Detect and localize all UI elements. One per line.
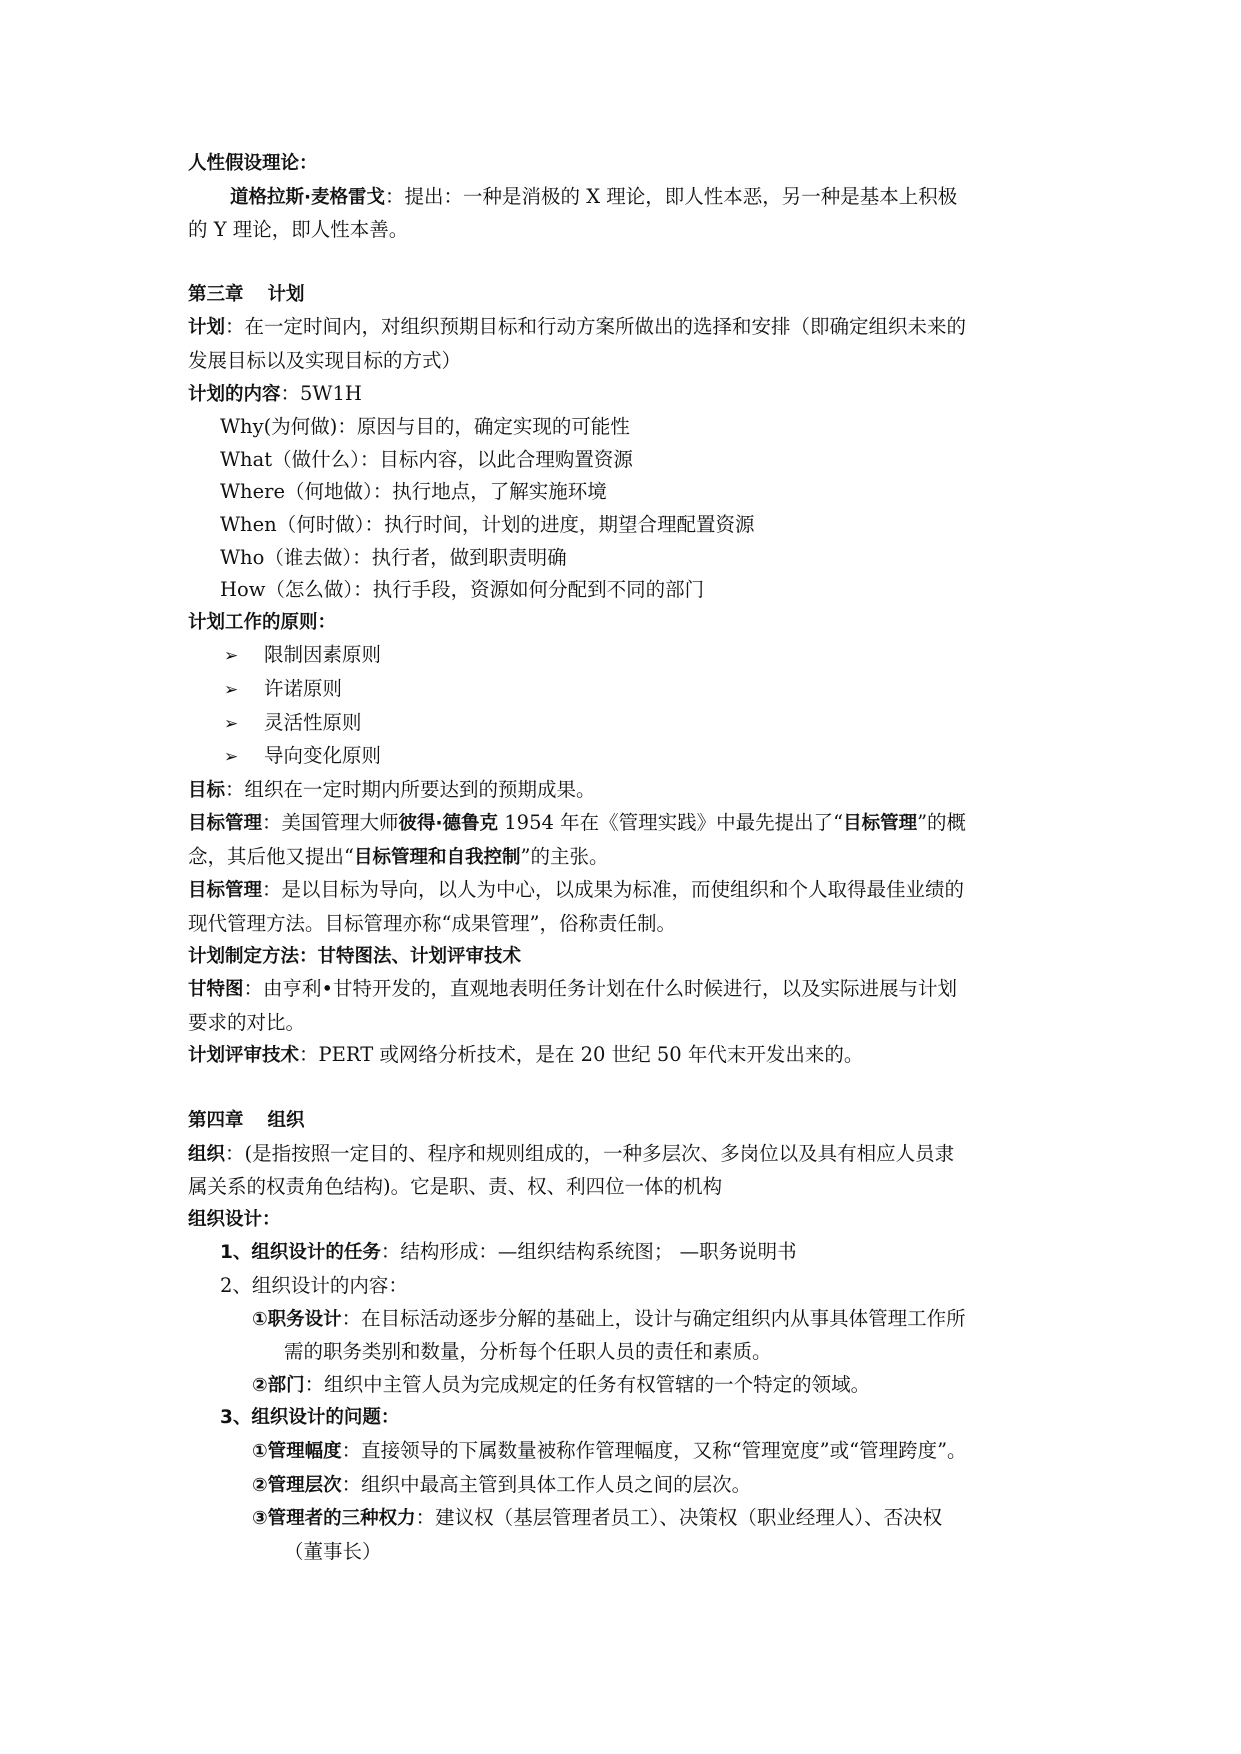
w-item: Where（何地做）：执行地点，了解实施环境 (220, 480, 607, 504)
design-content-heading: 2、组织设计的内容： (220, 1274, 408, 1297)
w-item: Who（谁去做）：执行者，做到职责明确 (220, 545, 567, 569)
w-item: Why(为何做)：原因与目的，确定实现的可能性 (220, 415, 630, 439)
mcgregor-name: 道格拉斯·麦格雷戈 (230, 186, 386, 208)
plan-principles-heading: 计划工作的原则： (188, 611, 337, 633)
arrow-bullet-icon: ➢ (224, 646, 239, 667)
management-span-line: ①管理幅度：直接领导的下属数量被称作管理幅度，又称“管理宽度”或“管理跨度”。 (252, 1438, 967, 1462)
human-nature-line-1: 道格拉斯·麦格雷戈：提出：一种是消极的 X 理论，即人性本恶，另一种是基本上积极 (230, 184, 958, 208)
three-powers-line-2: （董事长） (284, 1539, 382, 1563)
mbo-definition-line-1: 目标管理：是以目标为导向，以人为中心，以成果为标准，而使组织和个人取得最佳业绩的 (188, 878, 965, 902)
w-item: How（怎么做）：执行手段，资源如何分配到不同的部门 (220, 578, 705, 602)
document-page (188, 148, 1058, 1568)
design-task-line: 1、组织设计的任务：结构形成：—组织结构系统图； —职务说明书 (220, 1240, 797, 1264)
pert-line: 计划评审技术：PERT 或网络分析技术，是在 20 世纪 50 年代末开发出来的。 (188, 1043, 864, 1067)
mbo-paragraph-line-2: 念，其后他又提出“目标管理和自我控制”的主张。 (188, 844, 609, 868)
plan-definition-line-1: 计划：在一定时间内，对组织预期目标和行动方案所做出的选择和安排（即确定组织未来的 (188, 315, 967, 339)
plan-definition-line-2: 发展目标以及实现目标的方式） (188, 348, 462, 372)
gantt-line-2: 要求的对比。 (188, 1010, 306, 1034)
org-definition-line-2: 属关系的权责角色结构)。它是职、责、权、利四位一体的机构 (188, 1175, 723, 1199)
department-line: ②部门：组织中主管人员为完成规定的任务有权管辖的一个特定的领域。 (252, 1372, 871, 1396)
arrow-bullet-icon: ➢ (224, 713, 239, 734)
mbo-paragraph-line-1: 目标管理：美国管理大师彼得·德鲁克 1954 年在《管理实践》中最先提出了“目标管理”的概 (188, 811, 967, 835)
principle-list-item: ➢ 限制因素原则 (188, 639, 1058, 673)
principle-list-item: ➢ 导向变化原则 (188, 740, 1058, 774)
three-powers-line-1: ③管理者的三种权力：建议权（基层管理者员工）、决策权（职业经理人）、否决权 (252, 1506, 943, 1530)
w-item: What（做什么）：目标内容，以此合理购置资源 (220, 447, 633, 471)
mbo-definition-line-2: 现代管理方法。目标管理亦称“成果管理”，俗称责任制。 (188, 912, 676, 936)
org-design-heading: 组织设计： (188, 1208, 281, 1230)
job-design-line-2: 需的职务类别和数量，分析每个任职人员的责任和素质。 (284, 1340, 772, 1364)
principle-list-item: ➢ 灵活性原则 (188, 707, 1058, 741)
arrow-bullet-icon: ➢ (224, 747, 239, 768)
human-nature-line-2: 的 Y 理论，即人性本善。 (188, 218, 409, 242)
management-level-line: ②管理层次：组织中最高主管到具体工作人员之间的层次。 (252, 1472, 752, 1496)
org-definition-line-1: 组织：(是指按照一定目的、程序和规则组成的，一种多层次、多岗位以及具有相应人员隶 (188, 1141, 955, 1165)
planning-methods-heading: 计划制定方法：甘特图法、计划评审技术 (188, 945, 522, 967)
chapter-3-heading: 第三章 计划 (188, 283, 305, 305)
human-nature-heading: 人性假设理论： (188, 153, 318, 174)
chapter-4-heading: 第四章 组织 (188, 1110, 305, 1132)
goal-definition: 目标：组织在一定时期内所要达到的预期成果。 (188, 777, 596, 801)
job-design-line-1: ①职务设计：在目标活动逐步分解的基础上，设计与确定组织内从事具体管理工作所 (252, 1306, 966, 1330)
plan-content-line: 计划的内容：5W1H (188, 381, 362, 405)
gantt-line-1: 甘特图：由亨利•甘特开发的，直观地表明任务计划在什么时候进行，以及实际进展与计划 (188, 977, 958, 1001)
principle-list-item: ➢ 许诺原则 (188, 673, 1058, 707)
design-issues-heading: 3、组织设计的问题： (220, 1407, 400, 1429)
w-item: When（何时做）：执行时间，计划的进度，期望合理配置资源 (220, 512, 755, 536)
arrow-bullet-icon: ➢ (224, 679, 239, 700)
